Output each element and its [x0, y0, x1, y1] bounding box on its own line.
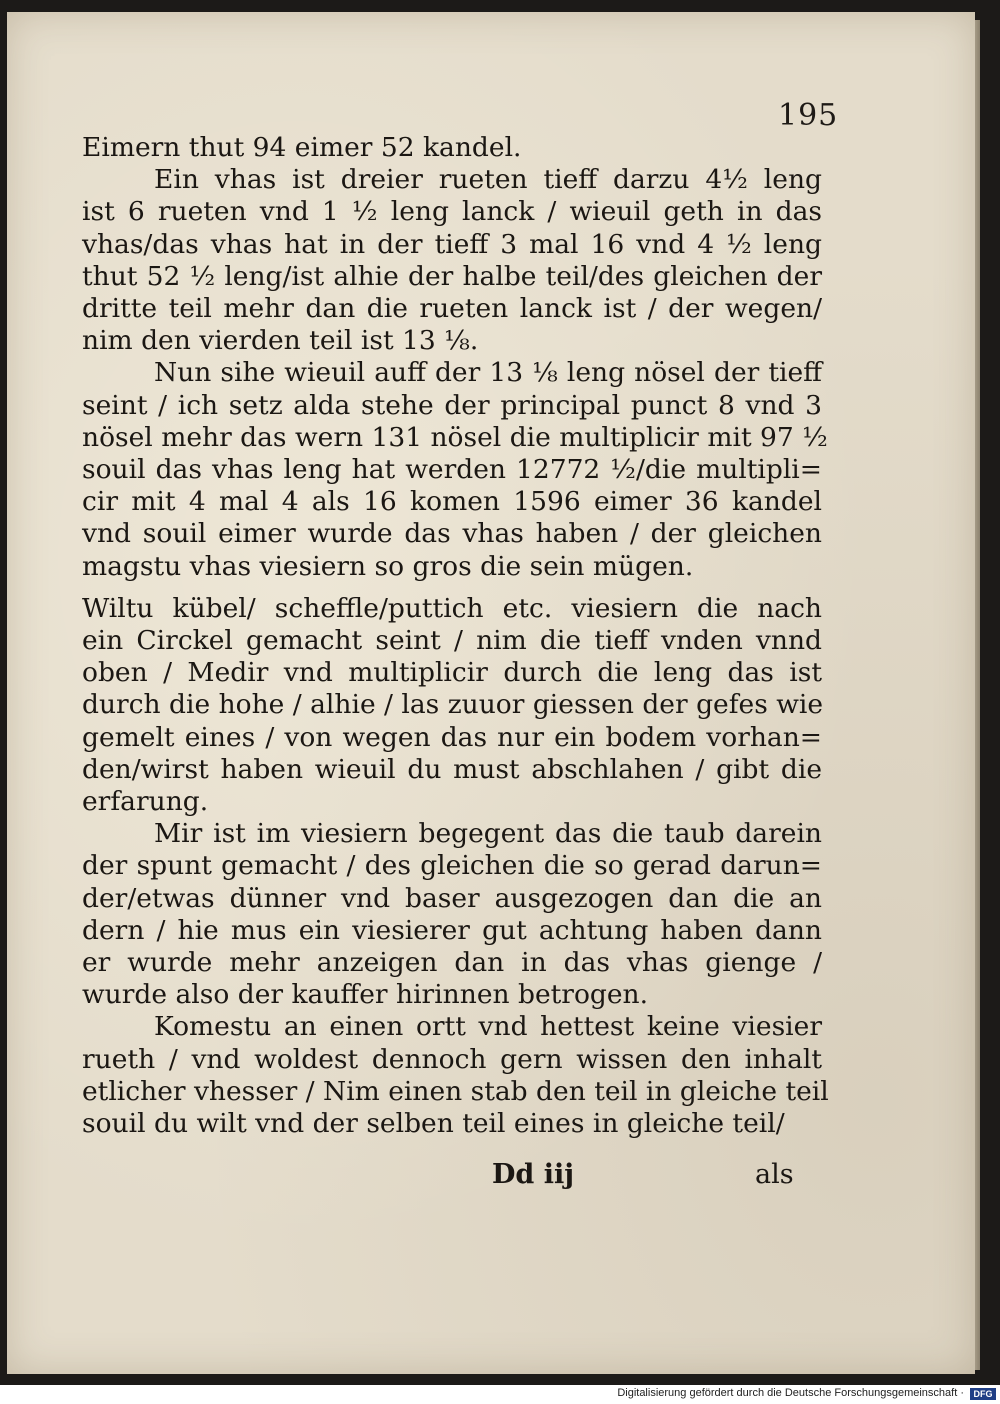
catchword: als — [755, 1159, 794, 1190]
signature-mark: Dd iij — [492, 1159, 574, 1190]
text-line: durch die hohe / alhie / las zuuor giessen der gefes wie — [82, 689, 824, 721]
text-line: magstu vhas viesiern so gros die sein mügen. — [82, 550, 694, 582]
text-line: oben / Medir vnd multiplicir durch die leng das ist — [82, 657, 822, 689]
text-line: Nun sihe wieuil auff der 13 ⅛ leng nösel der tieff — [154, 357, 822, 389]
text-line: ein Circkel gemacht seint / nim die tieff vnden vnnd — [82, 625, 822, 657]
text-line: thut 52 ½ leng/ist alhie der halbe teil/des gleichen der — [82, 260, 822, 292]
text-line: souil du wilt vnd der selben teil eines in gleiche teil/ — [82, 1108, 785, 1140]
paragraph — [82, 593, 822, 818]
text-line: nim den vierden teil ist 13 ⅛. — [82, 325, 479, 357]
text-line: Ein vhas ist dreier rueten tieff darzu 4½ leng — [154, 164, 822, 196]
text-line: Komestu an einen ortt vnd hettest keine viesier — [154, 1011, 822, 1043]
text-line: Wiltu kübel/ scheffle/puttich etc. viesiern die nach — [82, 592, 822, 624]
text-line: der/etwas dünner vnd baser ausgezogen dan die an — [82, 882, 822, 914]
paragraph — [82, 132, 822, 164]
text-line: ist 6 rueten vnd 1 ½ leng lanck / wieuil geth in das — [82, 196, 822, 228]
text-line: rueth / vnd woldest dennoch gern wissen den inhalt — [82, 1043, 822, 1075]
text-line: dern / hie mus ein viesierer gut achtung haben dann — [82, 914, 822, 946]
text-line: gemelt eines / von wegen das nur ein bodem vorhan= — [82, 721, 822, 753]
paragraph — [82, 818, 822, 1011]
text-line: cir mit 4 mal 4 als 16 komen 1596 eimer 36 kandel — [82, 486, 822, 518]
paragraph — [82, 1011, 829, 1140]
text-line: Mir ist im viesiern begegent das die taub darein — [154, 818, 822, 850]
text-line: erfarung. — [82, 786, 209, 818]
text-line: wurde also der kauffer hirinnen betrogen. — [82, 979, 649, 1011]
paragraph — [82, 357, 828, 582]
text-line: etlicher vhesser / Nim einen stab den teil in gleiche teil — [82, 1075, 829, 1107]
digitization-footer — [0, 1385, 1000, 1404]
text-line: er wurde mehr anzeigen dan in das vhas gienge / — [82, 947, 822, 979]
text-line: souil das vhas leng hat werden 12772 ½/die multipli= — [82, 454, 822, 486]
footer-credit: Digitalisierung gefördert durch die Deutsche Forschungsgemeinschaft · — [617, 1387, 964, 1399]
paragraph-gap — [82, 583, 822, 593]
text-line: den/wirst haben wieuil du must abschlahen / gibt die — [82, 753, 822, 785]
text-line: der spunt gemacht / des gleichen die so gerad darun= — [82, 850, 822, 882]
paragraph — [82, 164, 822, 357]
page-number: 195 — [778, 98, 839, 133]
text-line: vnd souil eimer wurde das vhas haben / der gleichen — [82, 518, 822, 550]
dfg-logo: DFG — [970, 1388, 996, 1400]
text-line: nösel mehr das wern 131 nösel die multiplicir mit 97 ½ — [82, 421, 828, 453]
body-text — [82, 132, 829, 1140]
text-line: dritte teil mehr dan die rueten lanck ist / der wegen/ — [82, 293, 822, 325]
text-line: vhas/das vhas hat in der tieff 3 mal 16 vnd 4 ½ leng — [82, 228, 822, 260]
text-line: seint / ich setz alda stehe der principal punct 8 vnd 3 — [82, 389, 822, 421]
text-line: Eimern thut 94 eimer 52 kandel. — [82, 132, 522, 163]
page-foot — [82, 1159, 822, 1193]
